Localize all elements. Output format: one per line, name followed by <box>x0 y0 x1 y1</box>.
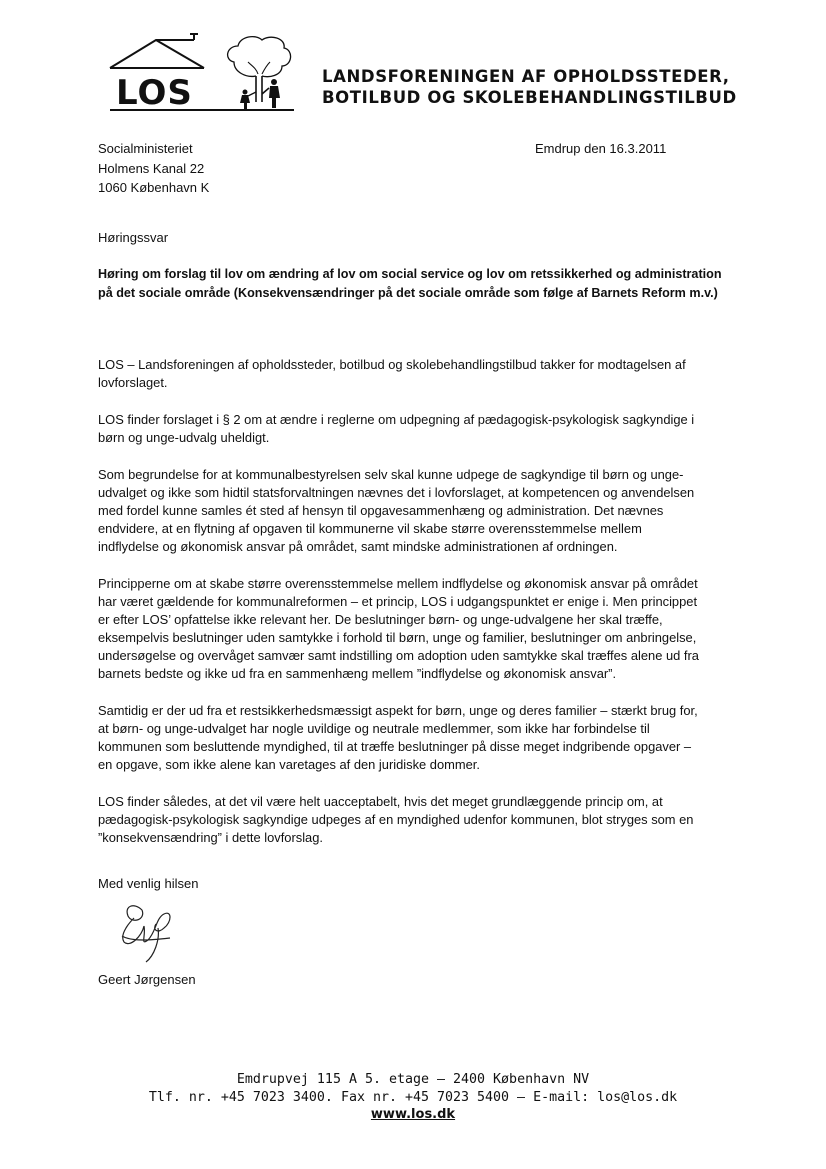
footer-contact: Tlf. nr. +45 7023 3400. Fax nr. +45 7023 5400 – E-mail: los@los.dk <box>148 1089 678 1105</box>
organization-name <box>322 66 737 108</box>
handwritten-signature <box>112 896 184 968</box>
paragraph-5 <box>98 702 748 774</box>
text-line: Som begrundelse for at kommunalbestyrelsen selv skal kunne udpege de sagkyndige til børn og unge- <box>98 466 684 482</box>
signer-name: Geert Jørgensen <box>98 972 196 987</box>
text-line: LOS finder således, at det vil være helt uacceptabelt, hvis det meget grundlæggende princip om, at <box>98 793 663 809</box>
text-line: indflydelse og økonomisk ansvar på området, samt mindske administrationen af ordningen. <box>98 538 618 554</box>
text-line: LOS finder forslaget i § 2 om at ændre i reglerne om udpegning af pædagogisk-psykologisk sagkyndige i <box>98 411 695 427</box>
paragraph-4 <box>98 575 748 684</box>
logo-text: LOS <box>116 73 193 113</box>
text-line: udvalget og ikke som hidtil statsforvaltningen nævnes det i lovforslaget, at kompetencen og anvendelsen <box>98 484 695 500</box>
text-line: Principperne om at skabe større overensstemmelse mellem indflydelse og økonomisk ansvar på området <box>98 575 698 591</box>
text-line: børn og unge-udvalg uheldigt. <box>98 429 270 445</box>
text-line: pædagogisk-psykologisk sagkyndige udpeges af en myndighed udenfor kommunen, blot stryges som en <box>98 811 694 827</box>
text-line: er efter LOS’ opfattelse ikke relevant her. De beslutninger børn- og unge-udvalgene her skal træffe, <box>98 611 663 627</box>
subject-line1: Høring om forslag til lov om ændring af lov om social service og lov om retssikkerhed og administration <box>98 267 722 281</box>
text-line: kommunen som besluttende myndighed, til at træffe beslutninger på disse meget indgribende opgaver – <box>98 738 692 754</box>
text-line: har været gældende for kommunalreformen – et princip, LOS i udgangspunktet er enige i. Men princippet <box>98 593 698 609</box>
text-line: at børn- og unge-udvalget har nogle uvildige og neutrale medlemmer, som ikke har forbindelse til <box>98 720 650 736</box>
subject-heading <box>98 265 738 303</box>
paragraph-3 <box>98 466 748 556</box>
recipient-line1: Socialministeriet <box>98 141 193 156</box>
footer-address: Emdrupvej 115 A 5. etage – 2400 København NV <box>236 1072 590 1087</box>
text-line: barnets bedste og ikke ud fra en sammenhæng mellem ”indflydelse og økonomisk ansvar”. <box>98 666 617 682</box>
letter-body <box>98 356 748 866</box>
paragraph-2 <box>98 411 748 447</box>
text-line: LOS – Landsforeningen af opholdssteder, botilbud og skolebehandlingstilbud takker for modtagelsen af <box>98 357 686 372</box>
paragraph-1 <box>98 356 748 392</box>
paragraph-6 <box>98 793 748 847</box>
text-line: en opgave, som ikke alene kan varetages af den juridiske dommer. <box>98 757 480 773</box>
subject-line2: på det sociale område (Konsekvensændringer på det sociale område som følge af Barnets Reform m.v.) <box>98 286 718 300</box>
text-line: lovforslaget. <box>98 375 168 391</box>
org-name-line2: BOTILBUD OG SKOLEBEHANDLINGSTILBUD <box>322 88 737 107</box>
recipient-line3: 1060 København K <box>98 180 210 195</box>
text-line: ”konsekvensændring” i dette lovforslag. <box>98 829 323 845</box>
text-line: endvidere, at en flytning af opgaven til kommunerne vil skabe større overensstemmelse mellem <box>98 520 642 536</box>
text-line: undersøgelse og overvåget samvær samt indstilling om adoption uden samtykke skal træffes alene ud fra <box>98 648 699 663</box>
text-line: med fordel kunne samles ét sted af hensyn til opgavesammenhæng og administration. Det nævnes <box>98 502 664 518</box>
letter-date: Emdrup den 16.3.2011 <box>535 141 667 156</box>
document-label: Høringssvar <box>98 230 169 245</box>
recipient-line2: Holmens Kanal 22 <box>98 160 205 176</box>
los-logo <box>106 32 298 118</box>
closing-salutation: Med venlig hilsen <box>98 876 199 891</box>
text-line: eksempelvis beslutninger uden samtykke i forhold til børn, unge og familier, beslutninger om anbringelse, <box>98 629 697 645</box>
letter-footer <box>0 1071 826 1124</box>
footer-website-link[interactable]: www.los.dk <box>370 1107 456 1122</box>
recipient-address <box>98 139 209 198</box>
org-name-line1: LANDSFORENINGEN AF OPHOLDSSTEDER, <box>322 67 730 86</box>
text-line: Samtidig er der ud fra et restsikkerhedsmæssigt aspekt for børn, unge og deres familier – stærkt brug for, <box>98 702 698 718</box>
